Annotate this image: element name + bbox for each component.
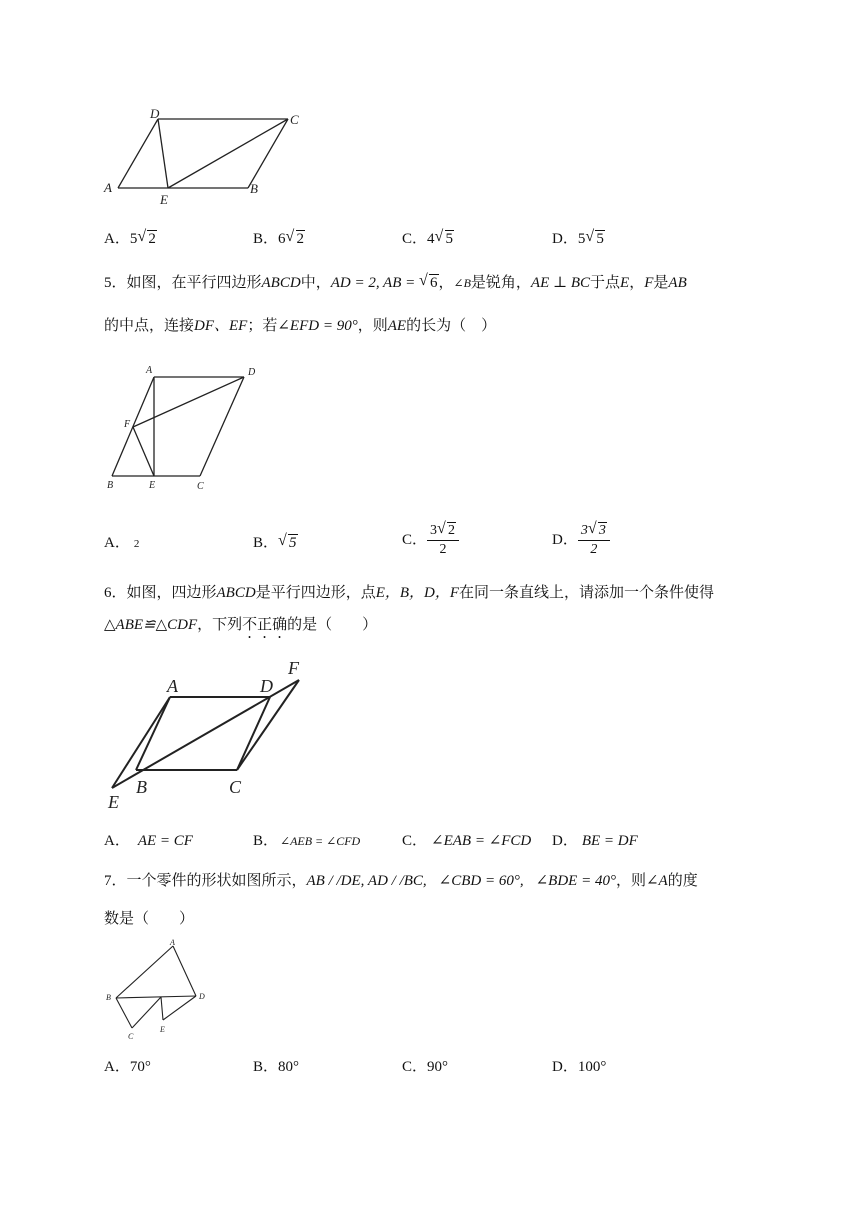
- sqrt-symbol: √ 5: [585, 228, 604, 247]
- q5-math: F: [644, 275, 654, 291]
- q4-option-d-prefix: D．: [552, 231, 578, 247]
- q4-option-c-coef: 4: [427, 231, 435, 247]
- q7-text: 7．一个零件的形状如图所示，: [104, 873, 307, 889]
- q5-text: ，则: [357, 318, 388, 334]
- sqrt-symbol: √ 2: [285, 228, 305, 247]
- fig5-label-a: A: [146, 365, 153, 376]
- q4-option-a[interactable]: [104, 228, 157, 250]
- q6-option-d[interactable]: [552, 830, 638, 852]
- fig7-label-d: D: [199, 992, 205, 1001]
- q7-option-d-prefix: D．: [552, 1059, 578, 1075]
- q6-option-a-prefix: A．: [104, 833, 130, 849]
- q5-option-d-prefix: D．: [552, 531, 578, 548]
- figure-q5-parallelogram: [100, 362, 265, 494]
- q5-text: ，: [438, 275, 454, 291]
- q7-option-a[interactable]: [104, 1056, 151, 1078]
- q6-option-c-prefix: C．: [402, 833, 428, 849]
- q6-text: 的是（ ）: [287, 617, 378, 633]
- q5-math: AE: [387, 318, 407, 334]
- q4-option-b-radicand: 2: [296, 231, 305, 247]
- q4-option-b-prefix: B．: [253, 231, 279, 247]
- q7-option-c[interactable]: [402, 1056, 448, 1078]
- q4-option-a-prefix: A．: [104, 231, 130, 247]
- q5-text: 中，: [300, 275, 331, 291]
- q5-math: AD = 2, AB =: [330, 275, 419, 291]
- q6-math: ABCD: [216, 585, 256, 601]
- q7-line-2: [104, 908, 194, 930]
- q7-text: ，则: [615, 873, 646, 889]
- q6-line-1: [104, 582, 714, 604]
- q5-option-a[interactable]: [104, 532, 139, 555]
- q5-text: ；若: [247, 318, 278, 334]
- q5-text: 的长为（ ）: [406, 318, 497, 334]
- fig5-label-b: B: [107, 480, 114, 491]
- sqrt-symbol: √ 6: [419, 272, 438, 291]
- q7-text: 的度: [667, 873, 698, 889]
- q7-math: ∠BDE = 40°: [535, 873, 616, 889]
- q5-option-c-denominator: 2: [439, 542, 447, 557]
- q7-text: 数是（ ）: [104, 911, 195, 927]
- q5-option-c-fraction: [427, 522, 459, 559]
- q7-option-a-value: 70°: [129, 1059, 151, 1075]
- sqrt-symbol: √ 5: [434, 228, 454, 247]
- q4-option-d[interactable]: [552, 228, 605, 250]
- q5-line-2: [104, 315, 496, 337]
- fig7-label-a: A: [170, 938, 175, 947]
- q4-option-b[interactable]: [253, 228, 305, 250]
- q7-option-b-prefix: B．: [253, 1059, 279, 1075]
- q5-option-d-fraction: [578, 522, 610, 559]
- q5-option-d-num-radicand: 3: [598, 523, 606, 538]
- q5-line-1: [104, 272, 687, 294]
- fig4-label-a: A: [104, 180, 112, 195]
- q5-math: AE ⊥ BC: [530, 275, 591, 291]
- q5-text: 的中点，连接: [104, 318, 195, 334]
- q6-math: △ABE≌△CDF: [104, 617, 198, 633]
- q6-line-2: [104, 614, 377, 642]
- fig6-label-d: D: [260, 676, 273, 696]
- fig6-label-a: A: [167, 676, 178, 696]
- q6-option-d-value: BE = DF: [581, 833, 638, 849]
- q4-option-c-radicand: 5: [445, 231, 454, 247]
- q5-text: 是: [653, 275, 669, 291]
- q5-math: ∠B: [453, 276, 471, 290]
- q7-option-d[interactable]: [552, 1056, 606, 1078]
- q7-math: AB / /DE, AD / /BC,: [306, 873, 427, 889]
- q5-option-b[interactable]: [253, 532, 298, 554]
- q5-option-b-radicand: 5: [289, 535, 297, 551]
- fig5-label-e: E: [149, 480, 156, 491]
- fig7-label-e: E: [160, 1025, 165, 1034]
- fig4-label-d: D: [150, 106, 160, 121]
- q5-option-c-num-radicand: 2: [448, 523, 456, 538]
- figure-q7-part-shape: [100, 938, 218, 1044]
- q7-option-d-value: 100°: [577, 1059, 607, 1075]
- fig4-label-b: B: [250, 181, 258, 196]
- q6-option-b-value: ∠AEB = ∠CFD: [280, 834, 361, 848]
- sqrt-symbol: √ 3: [587, 520, 606, 538]
- q5-option-c[interactable]: [402, 522, 459, 559]
- q6-option-a-value: AE = CF: [137, 833, 193, 849]
- fig6-label-b: B: [136, 777, 147, 797]
- figure-q4-parallelogram: [100, 104, 315, 208]
- q5-text: 是锐角，: [470, 275, 531, 291]
- q6-math: E，B，D，F: [375, 585, 460, 601]
- q5-math: 6: [430, 275, 438, 291]
- q4-option-b-coef: 6: [278, 231, 286, 247]
- q6-text: 6．如图，四边形: [104, 585, 217, 601]
- q4-option-c-prefix: C．: [402, 231, 428, 247]
- fig4-label-c: C: [290, 112, 299, 127]
- q7-option-c-prefix: C．: [402, 1059, 428, 1075]
- q7-line-1: [104, 870, 698, 892]
- q5-option-c-num-coef: 3: [430, 523, 438, 538]
- q4-option-a-radicand: 2: [148, 231, 156, 247]
- q7-option-b-value: 80°: [278, 1059, 300, 1075]
- q5-option-d-denominator: 2: [590, 542, 598, 557]
- q6-option-c[interactable]: [402, 830, 531, 852]
- q6-text: 在同一条直线上，请添加一个条件使得: [459, 585, 715, 601]
- q7-option-a-prefix: A．: [104, 1059, 130, 1075]
- fig5-label-f: F: [124, 419, 131, 430]
- fig6-label-e: E: [108, 792, 119, 812]
- q5-option-a-value: 2: [133, 538, 140, 550]
- q4-option-d-radicand: 5: [596, 231, 604, 247]
- q7-option-c-value: 90°: [427, 1059, 449, 1075]
- q5-text: 于点: [590, 275, 621, 291]
- q6-emphasis: 不正确: [242, 617, 288, 633]
- sqrt-symbol: √ 5: [278, 532, 297, 551]
- q5-text: 5．如图，在平行四边形: [104, 275, 262, 291]
- fig5-label-d: D: [248, 367, 256, 378]
- q5-option-d-num-coef: 3: [580, 523, 588, 538]
- q6-option-b[interactable]: [253, 830, 360, 852]
- q5-math: E: [620, 275, 630, 291]
- q4-option-a-coef: 5: [129, 231, 138, 247]
- sqrt-symbol: √ 2: [437, 520, 456, 538]
- q7-math: ∠A: [645, 873, 668, 889]
- q6-option-a[interactable]: [104, 830, 193, 852]
- fig7-label-c: C: [128, 1032, 134, 1041]
- q4-option-d-coef: 5: [577, 231, 586, 247]
- q4-option-c[interactable]: [402, 228, 454, 250]
- q5-math: ∠EFD = 90°: [277, 318, 358, 334]
- q5-option-a-prefix: A．: [104, 535, 130, 551]
- figure-q6-parallelogram: [100, 656, 315, 816]
- fig4-label-e: E: [160, 192, 168, 207]
- q5-option-b-prefix: B．: [253, 535, 279, 551]
- q7-option-b[interactable]: [253, 1056, 299, 1078]
- fig6-label-f: F: [288, 658, 299, 678]
- q5-text: ，: [629, 275, 645, 291]
- q6-option-d-prefix: D．: [552, 833, 578, 849]
- q6-option-b-prefix: B．: [253, 833, 279, 849]
- q5-math: ABCD: [261, 275, 301, 291]
- q5-option-c-prefix: C．: [402, 531, 428, 548]
- q6-text: 是平行四边形，点: [255, 585, 376, 601]
- q5-math: DF、EF: [194, 318, 248, 334]
- fig7-label-b: B: [106, 993, 111, 1002]
- fig5-label-c: C: [197, 481, 204, 492]
- sqrt-symbol: √ 2: [137, 228, 156, 247]
- q6-option-c-value: ∠EAB = ∠FCD: [431, 833, 532, 849]
- q5-math: AB: [668, 275, 687, 291]
- q6-text: ，下列: [197, 617, 243, 633]
- q5-option-d[interactable]: [552, 522, 610, 559]
- fig6-label-c: C: [229, 777, 242, 797]
- q7-math: ∠CBD = 60°,: [438, 873, 524, 889]
